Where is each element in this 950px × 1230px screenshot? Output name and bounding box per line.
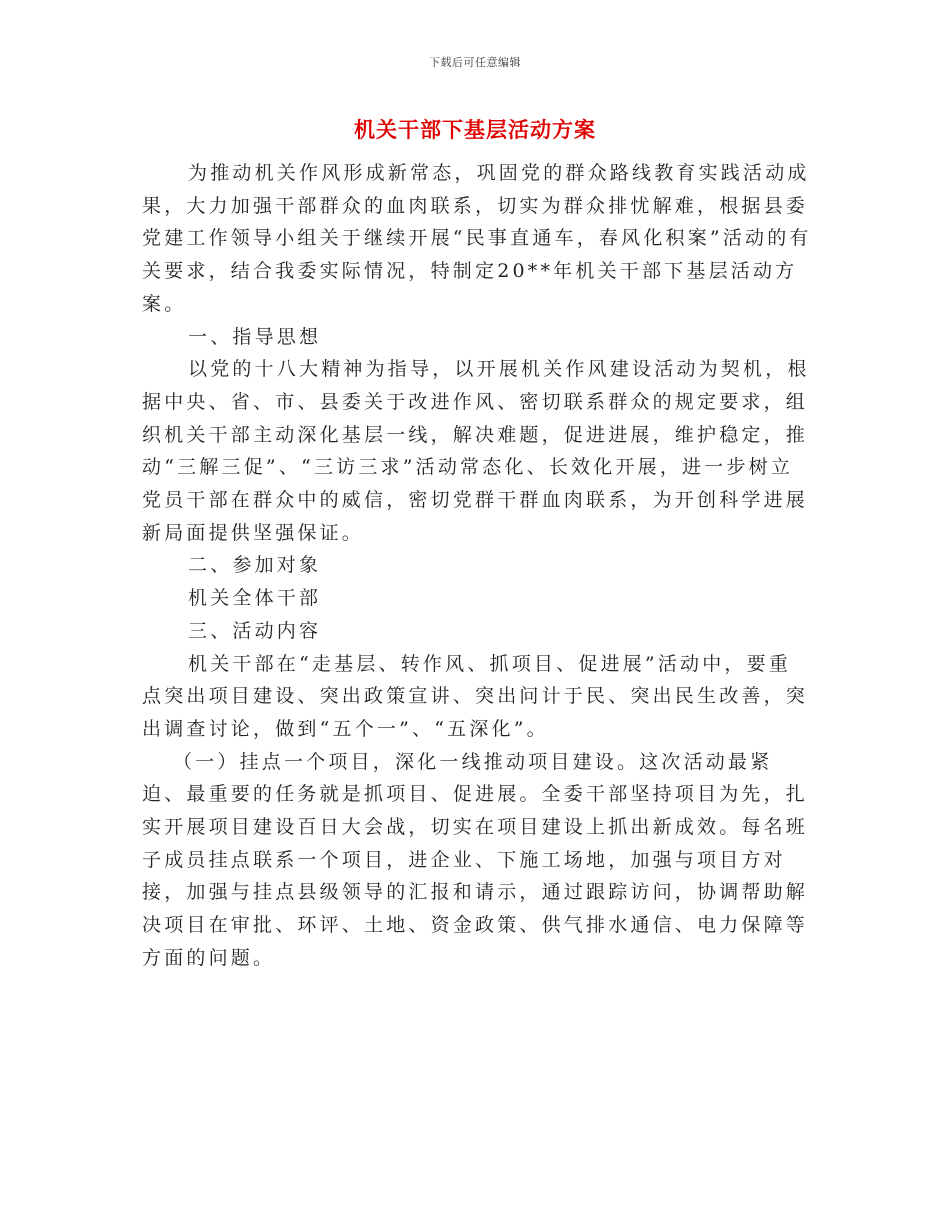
section-heading-activity-content: 三、活动内容 bbox=[188, 619, 322, 642]
page-header-note: 下载后可任意编辑 bbox=[429, 56, 521, 69]
guiding-thought-paragraph: 以党的十八大精神为指导，以开展机关作风建设活动为契机，根据中央、省、市、县委关于改进作风、密切联系群众的规定要求，组织机关干部主动深化基层一线，解决难题，促进进展，维护稳定，推动“三解三促”、“三访三求”活动常态化、长效化开展，进一步树立党员干部在群众中的威信，密切党群干群血肉联系，为开创科学进展新局面提供坚强保证。 bbox=[142, 358, 810, 544]
intro-paragraph: 为推动机关作风形成新常态，巩固党的群众路线教育实践活动成果，大力加强干部群众的血肉联系，切实为群众排忧解难，根据县委党建工作领导小组关于继续开展“民事直通车，春风化积案”活动的有关要求，结合我委实际情况，特制定20**年机关干部下基层活动方案。 bbox=[142, 162, 812, 315]
activity-item-1-paragraph: （一）挂点一个项目，深化一线推动项目建设。这次活动最紧迫、最重要的任务就是抓项目、促进展。全委干部坚持项目为先，扎实开展项目建设百日大会战，切实在项目建设上抓出新成效。每名班子成员挂点联系一个项目，进企业、下施工场地，加强与项目方对接，加强与挂点县级领导的汇报和请示，通过跟踪访问，协调帮助解决项目在审批、环评、土地、资金政策、供气排水通信、电力保障等方面的问题。 bbox=[142, 750, 809, 969]
section-heading-participants: 二、参加对象 bbox=[188, 554, 322, 577]
activity-content-paragraph: 机关干部在“走基层、转作风、抓项目、促进展”活动中，要重点突出项目建设、突出政策宣讲、突出问计于民、突出民生改善，突出调查讨论，做到“五个一”、“五深化”。 bbox=[142, 652, 809, 740]
document-title: 机关干部下基层活动方案 bbox=[354, 117, 596, 142]
section-heading-guiding-thought: 一、指导思想 bbox=[188, 325, 322, 348]
participants-paragraph: 机关全体干部 bbox=[188, 587, 322, 610]
document-body bbox=[142, 157, 812, 975]
